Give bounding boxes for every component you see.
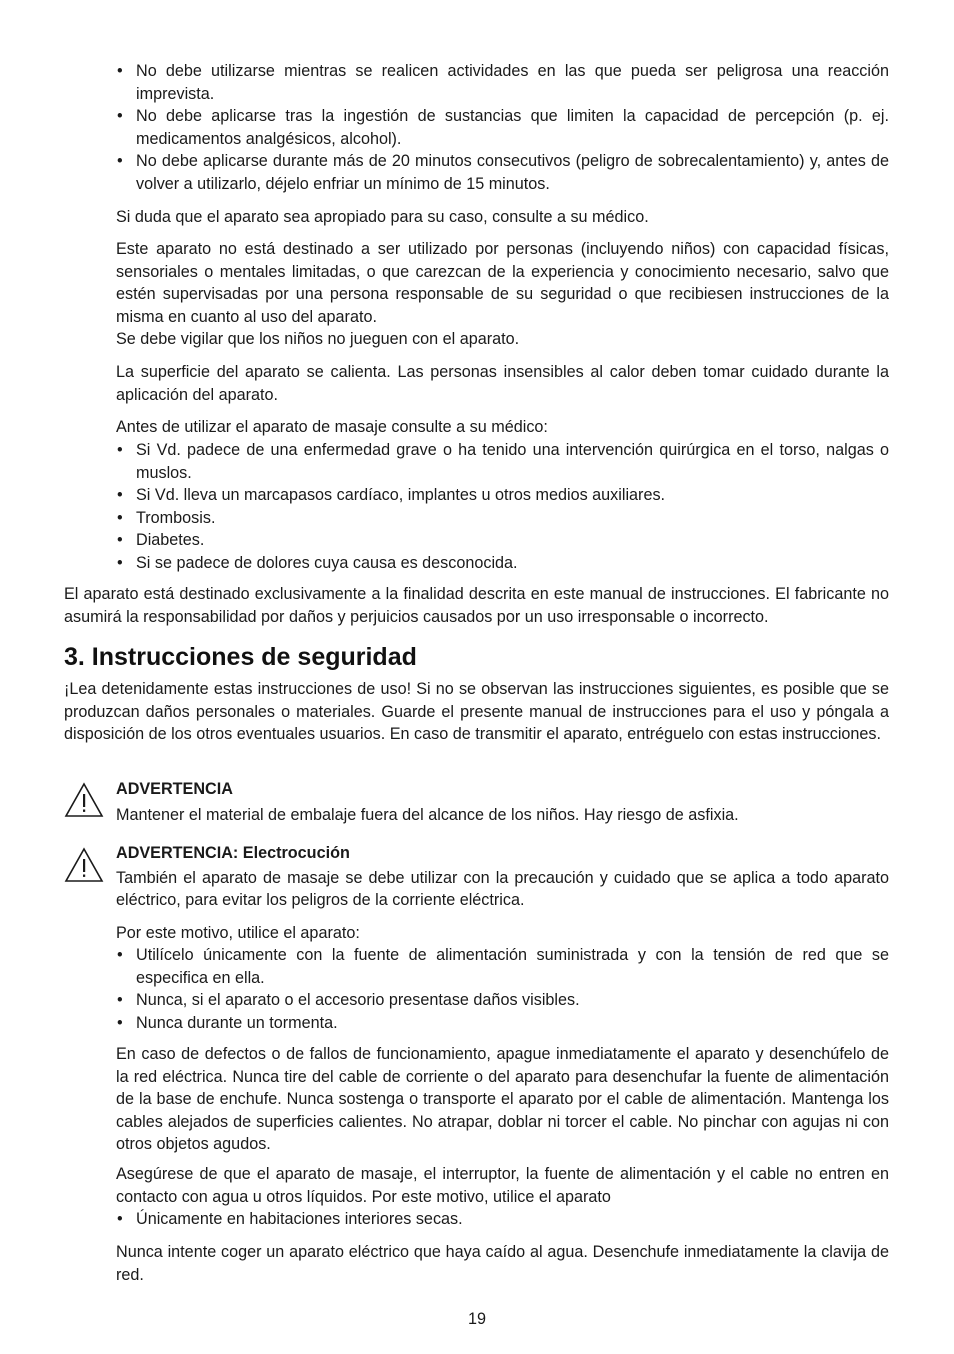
warning-electrocution bbox=[116, 842, 889, 912]
motive-list bbox=[116, 944, 889, 1034]
list-item: • Nunca, si el aparato o el accesorio presentase daños visibles. bbox=[116, 989, 889, 1012]
doctor-paragraph: Si duda que el aparato sea apropiado para su caso, consulte a su médico. bbox=[116, 208, 649, 226]
surface-paragraph: La superficie del aparato se calienta. Las personas insensibles al calor deben tomar cuidado durante la aplicación del aparato. bbox=[116, 363, 889, 404]
list-item: • Trombosis. bbox=[116, 507, 889, 530]
list-item: • Únicamente en habitaciones interiores secas. bbox=[116, 1208, 889, 1231]
intro-list bbox=[116, 60, 889, 196]
list-item: • Nunca durante un tormenta. bbox=[116, 1012, 889, 1035]
list-item: • No debe aplicarse durante más de 20 minutos consecutivos (peligro de sobrecalentamiento) y, antes de volver a utilizarlo, déjelo enfriar un mínimo de 15 minutos. bbox=[116, 150, 889, 195]
water-paragraph: Asegúrese de que el aparato de masaje, el interruptor, la fuente de alimentación y el cable no entren en contacto con agua u otros líquidos. Por este motivo, utilice el aparato bbox=[116, 1165, 889, 1206]
persons-paragraph: Este aparato no está destinado a ser utilizado por personas (incluyendo niños) con capacidad físicas, sensoriales o mentales limitadas, o que carezcan de la experiencia y conocimiento necesario, salvo que estén supervisadas por una persona responsable de su seguridad o que recibiesen instrucciones de la misma en cuanto al uso del aparato. bbox=[116, 240, 889, 326]
list-item: • Si Vd. padece de una enfermedad grave o ha tenido una intervención quirúrgica en el torso, nalgas o muslos. bbox=[116, 439, 889, 484]
consult-paragraph: Antes de utilizar el aparato de masaje consulte a su médico: bbox=[116, 418, 548, 436]
defects-paragraph: En caso de defectos o de fallos de funcionamiento, apague inmediatamente el aparato y desenchúfelo de la red eléctrica. Nunca tire del cable de corriente o del aparato para desenchufar la fuente de alimentación de la base de enchufe. Nunca sostenga o transporte el aparato por el cable de alimentación. Mantenga los cables alejados de superficies calientes. No atrapar, doblar ni torcer el cable. No pinchar con agujas ni con otros objetos agudos. bbox=[116, 1045, 889, 1154]
purpose-paragraph: El aparato está destinado exclusivamente a la finalidad descrita en este manual de instrucciones. El fabricante no asumirá la responsabilidad por daños y perjuicios causados por un uso irresponsable o incorrecto. bbox=[64, 585, 889, 626]
list-item: • Si se padece de dolores cuya causa es desconocida. bbox=[116, 552, 889, 575]
list-item: • Diabetes. bbox=[116, 529, 889, 552]
warning-triangle-icon bbox=[64, 782, 104, 818]
page-number: 19 bbox=[467, 1310, 486, 1328]
consult-list bbox=[116, 439, 889, 575]
section-intro: ¡Lea detenidamente estas instrucciones de uso! Si no se observan las instrucciones siguientes, es posible que se produzcan daños personales o materiales. Guarde el presente manual de instrucciones para el uso y póngala a disposición de los otros eventuales usuarios. En caso de transmitir el aparato, entréguelo con estas instrucciones. bbox=[64, 680, 889, 744]
fallen-paragraph: Nunca intente coger un aparato eléctrico que haya caído al agua. Desenchufe inmediatamente la clavija de red. bbox=[116, 1243, 889, 1284]
list-item: • No debe aplicarse tras la ingestión de sustancias que limiten la capacidad de percepción (p. ej. medicamentos analgésicos, alcohol). bbox=[116, 105, 889, 150]
motive-paragraph: Por este motivo, utilice el aparato: bbox=[116, 924, 360, 942]
persons-block bbox=[116, 238, 889, 351]
children-paragraph: Se debe vigilar que los niños no jueguen con el aparato. bbox=[116, 330, 520, 349]
section-heading: 3. Instrucciones de seguridad bbox=[64, 643, 417, 671]
warning-title: ADVERTENCIA: Electrocución bbox=[116, 844, 350, 862]
warning-text: Mantener el material de embalaje fuera del alcance de los niños. Hay riesgo de asfixia. bbox=[116, 805, 739, 824]
warning-packaging bbox=[116, 778, 889, 826]
list-item: • No debe utilizarse mientras se realicen actividades en las que pueda ser peligrosa una reacción imprevista. bbox=[116, 60, 889, 105]
warning-triangle-icon bbox=[64, 847, 104, 883]
list-item: • Si Vd. lleva un marcapasos cardíaco, implantes u otros medios auxiliares. bbox=[116, 484, 889, 507]
warning-text: También el aparato de masaje se debe utilizar con la precaución y cuidado que se aplica a todo aparato eléctrico, para evitar los peligros de la corriente eléctrica. bbox=[116, 868, 889, 910]
list-item: • Utilícelo únicamente con la fuente de alimentación suministrada y con la tensión de red que se especifica en ella. bbox=[116, 944, 889, 989]
water-list bbox=[116, 1208, 889, 1231]
warning-title: ADVERTENCIA bbox=[116, 780, 233, 798]
